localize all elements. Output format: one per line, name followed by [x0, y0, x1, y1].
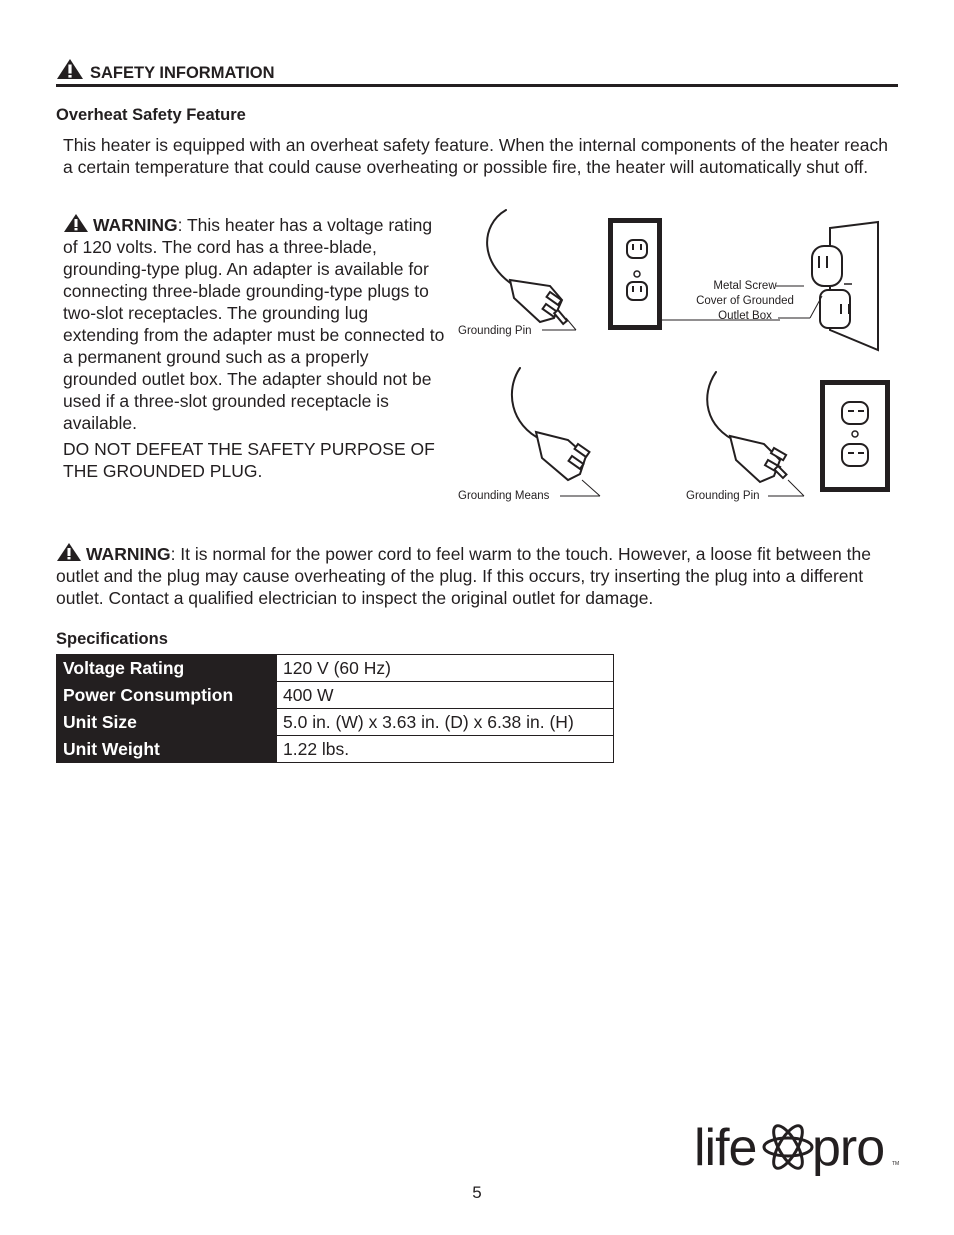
- label-metal-screw: Metal Screw: [713, 280, 777, 292]
- overheat-heading: Overheat Safety Feature: [56, 106, 246, 124]
- section-title: SAFETY INFORMATION: [90, 64, 275, 82]
- warning-voltage: [63, 213, 445, 434]
- adapter-plug-icon: [536, 432, 589, 480]
- spec-value: 400 W: [277, 682, 614, 709]
- power-cord: [512, 368, 542, 440]
- grounding-plug-illustration: [450, 200, 900, 510]
- warning-text: : It is normal for the power cord to feel warm to the touch. However, a loose fit between the outlet and the plug may cause overheating of the plug. If this occurs, try inserting the plug into a different outlet. Contact a qualified electrician to inspect the original outlet for damage.: [56, 544, 871, 608]
- warning-text: : This heater has a voltage rating of 120 volts. The cord has a three-blade, grounding-type plug. An adapter is available for connecting three-blade grounding-type plugs to two-slot receptacles. The grounding lug extending from the adapter must be connected to a permanent ground such as a properly grounded outlet box. The adapter should not be used if a three-slot grounded receptacle is available.: [63, 215, 445, 433]
- atom-icon: [764, 1122, 812, 1173]
- trademark: TM: [892, 1161, 900, 1167]
- label-cover-grounded: Cover of Grounded: [696, 295, 794, 307]
- specs-table: [56, 654, 614, 763]
- label-grounding-pin: Grounding Pin: [686, 490, 760, 502]
- warning-cord-warm: [56, 542, 901, 609]
- table-row: [57, 682, 614, 709]
- three-prong-plug-icon: [730, 436, 786, 482]
- grounded-outlet-icon: [608, 218, 662, 330]
- warning-triangle-icon: [56, 542, 82, 562]
- spec-key: Unit Weight: [57, 736, 277, 763]
- spec-value: 5.0 in. (W) x 3.63 in. (D) x 6.38 in. (H): [277, 709, 614, 736]
- label-grounding-means: Grounding Means: [458, 490, 550, 502]
- power-cord: [707, 372, 738, 442]
- grounded-outlet-icon: [820, 380, 890, 492]
- label-outlet-box: Outlet Box: [718, 310, 772, 322]
- three-prong-plug-icon: [510, 280, 567, 324]
- table-row: [57, 736, 614, 763]
- specs-heading: Specifications: [56, 630, 168, 648]
- overheat-body: This heater is equipped with an overheat safety feature. When the internal components of the heater reach a certain temperature that could cause overheating or possible fire, the heater will automatically shut off.: [63, 135, 888, 177]
- svg-text:life: life: [694, 1119, 757, 1177]
- spec-key: Power Consumption: [57, 682, 277, 709]
- spec-value: 120 V (60 Hz): [277, 655, 614, 682]
- lifepro-logo: [694, 1115, 904, 1181]
- table-row: [57, 709, 614, 736]
- spec-value: 1.22 lbs.: [277, 736, 614, 763]
- label-grounding-pin: Grounding Pin: [458, 325, 532, 337]
- page-number: 5: [472, 1183, 482, 1202]
- warning-label: WARNING: [93, 215, 178, 235]
- svg-text:pro: pro: [812, 1119, 885, 1177]
- section-header: [56, 58, 898, 87]
- warning-triangle-icon: [63, 213, 89, 233]
- safety-notice: DO NOT DEFEAT THE SAFETY PURPOSE OF THE GROUNDED PLUG.: [63, 439, 435, 481]
- warning-triangle-icon: [56, 58, 84, 80]
- spec-key: Voltage Rating: [57, 655, 277, 682]
- wall-outlet-with-adapter-icon: [812, 222, 878, 350]
- table-row: [57, 655, 614, 682]
- warning-label: WARNING: [86, 544, 171, 564]
- power-cord: [487, 210, 518, 288]
- spec-key: Unit Size: [57, 709, 277, 736]
